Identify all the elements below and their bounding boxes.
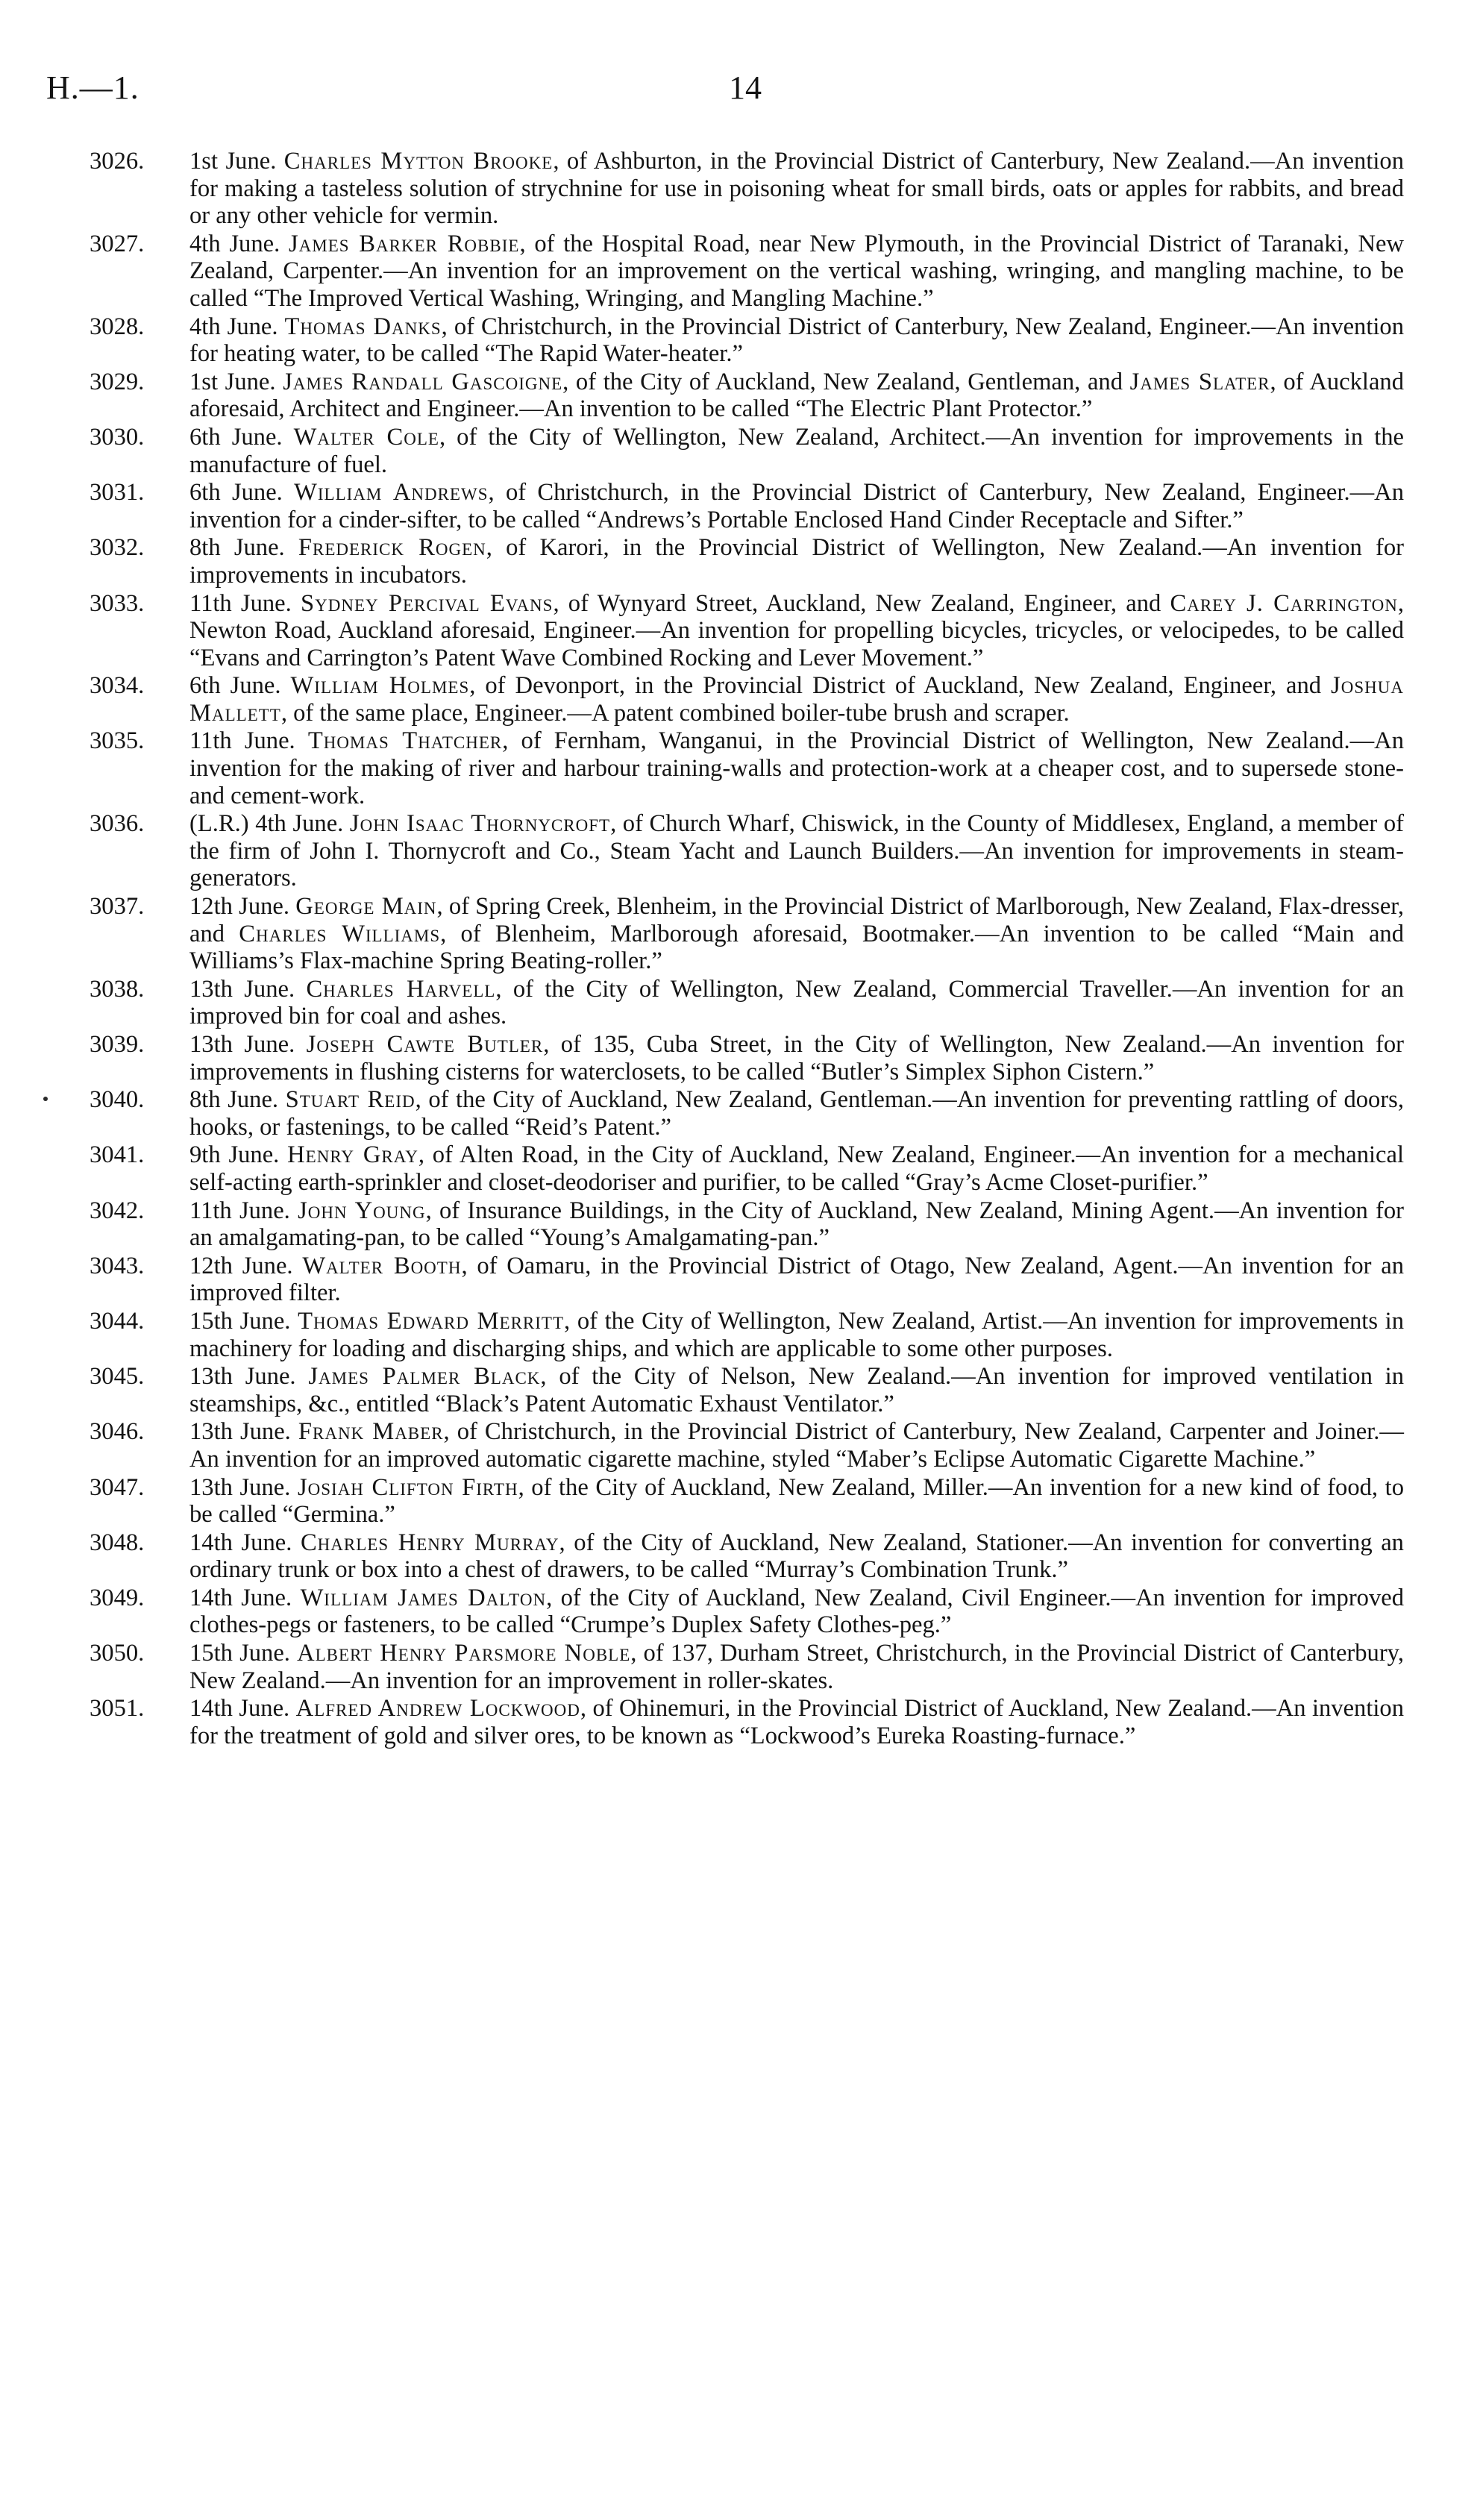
patent-entry (90, 479, 1404, 533)
applicant-name: Sydney Percival Evans (301, 589, 554, 617)
entry-text: , of Fernham, Wanganui, in the Provincial District of Wellington, New Zealand.—An invention for the making of river and harbour training-walls and protection-work at a cheaper cost, and to supersede stone- and cement-work. (189, 727, 1404, 809)
patent-entries-list (90, 148, 1404, 1750)
entry-text: , of Christchurch, in the Provincial District of Canterbury, New Zealand, Engineer.—An invention for heating water, to be called “The Rapid Water-heater.” (189, 313, 1405, 368)
entry-date: 13th June. (189, 1031, 307, 1058)
entry-text: , of 135, Cuba Street, in the City of Wellington, New Zealand.—An invention for improvements in flushing cisterns for waterclosets, to be called “Butler’s Simplex Siphon Cistern.” (189, 1031, 1404, 1085)
entry-number: 3050. (90, 1640, 145, 1667)
entry-number: 3035. (90, 727, 145, 755)
applicant-name: James Barker Robbie (288, 230, 520, 257)
applicant-name: Frank Maber (298, 1418, 444, 1446)
entry-text: , of Christchurch, in the Provincial District of Canterbury, New Zealand, Engineer.—An invention for a cinder-sifter, to be called “Andrews’s Portable Enclosed Hand Cinder Receptacle and Sifter.” (189, 479, 1404, 533)
applicant-name: James Palmer Black (308, 1363, 541, 1391)
entry-text: , of the Hospital Road, near New Plymouth, in the Provincial District of Taranaki, New Zealand, Carpenter.—An invention for an improvement on the vertical washing, wringing, and mangling machine, to be called “The Improved Vertical Washing, Wringing, and Mangling Machine.” (189, 230, 1405, 312)
entry-date: 14th June. (189, 1584, 301, 1611)
applicant-name: Thomas Thatcher (307, 727, 503, 755)
applicant-name: Charles Harvell (306, 975, 496, 1003)
entry-number: 3042. (90, 1197, 145, 1224)
entry-text: , of Alten Road, in the City of Auckland, New Zealand, Engineer.—An invention for a mechanical self-acting earth-sprinkler and closet-deodoriser and purifier, to be called “Gray’s Acme Closet-purifier.” (189, 1141, 1405, 1196)
entry-text: , of Karori, in the Provincial District of Wellington, New Zealand.—An invention for improvements in incubators. (189, 534, 1404, 589)
entry-number: 3031. (90, 479, 145, 507)
entry-number: 3026. (90, 148, 145, 175)
entry-text-continued: , of the same place, Engineer.—A patent combined boiler-tube brush and scraper. (280, 699, 1070, 727)
entry-number: 3047. (90, 1473, 145, 1501)
applicant-name: John Young (298, 1197, 426, 1224)
entry-text-continued: , Newton Road, Auckland aforesaid, Engineer.—An invention for propelling bicycles, tricycles, or velocipedes, to be called “Evans and Carrington’s Patent Wave Combined Rocking and Lever Movement.” (189, 589, 1405, 671)
entry-number: 3036. (90, 810, 145, 838)
patent-entry (90, 590, 1404, 672)
applicant-name: Joseph Cawte Butler (306, 1031, 544, 1058)
entry-number: 3037. (90, 893, 145, 921)
entry-number: 3028. (90, 313, 145, 340)
applicant-name: Stuart Reid (285, 1086, 416, 1114)
entry-number: 3039. (90, 1031, 145, 1058)
entry-text: , of Christchurch, in the Provincial District of Canterbury, New Zealand, Carpenter and Joiner.—An invention for an improved automatic cigarette machine, styled “Maber’s Eclipse Automatic Cigarette Machine.” (189, 1418, 1404, 1473)
entry-number: 3041. (90, 1141, 145, 1169)
entry-date: 9th June. (189, 1141, 288, 1169)
entry-text: , of the City of Auckland, New Zealand, Stationer.—An invention for converting an ordinary trunk or box into a chest of drawers, to be called “Murray’s Combination Trunk.” (189, 1529, 1404, 1584)
applicant-name: Thomas Danks (284, 313, 442, 340)
applicant-name: Charles Mytton Brooke (283, 148, 554, 175)
entry-number: 3032. (90, 534, 145, 562)
entry-date: 14th June. (189, 1695, 296, 1723)
margin-mark (43, 1097, 48, 1101)
entry-text: , of Oamaru, in the Provincial District of Otago, New Zealand, Agent.—An invention for an improved filter. (189, 1252, 1404, 1307)
entry-text: , of Insurance Buildings, in the City of Auckland, New Zealand, Mining Agent.—An invention for an amalgamating-pan, to be called “Young’s Amalgamating-pan.” (189, 1197, 1404, 1252)
entry-number: 3034. (90, 672, 145, 700)
co-applicant-name: James Slater (1129, 368, 1270, 395)
entry-number: 3046. (90, 1418, 145, 1446)
entry-text-continued: , of Auckland aforesaid, Architect and Engineer.—An invention to be called “The Electric Plant Protector.” (189, 368, 1404, 423)
patent-entry (90, 313, 1404, 368)
entry-date: 11th June. (189, 589, 301, 617)
entry-text: , of Devonport, in the Provincial District of Auckland, New Zealand, Engineer, and (469, 672, 1332, 700)
entry-text: , of Ohinemuri, in the Provincial District of Auckland, New Zealand.—An invention for the treatment of gold and silver ores, to be known as “Lockwood’s Eureka Roasting-furnace.” (189, 1695, 1405, 1749)
entry-number: 3027. (90, 230, 145, 257)
patent-entry (90, 1086, 1404, 1141)
entry-text: , of Ashburton, in the Provincial District of Canterbury, New Zealand.—An invention for making a tasteless solution of strychnine for use in poisoning wheat for small birds, oats or apples for rabbits, and bread or any other vehicle for vermin. (189, 148, 1405, 230)
entry-number: 3040. (90, 1086, 145, 1114)
entry-number: 3049. (90, 1584, 145, 1611)
entry-text: , of the City of Auckland, New Zealand, Gentleman.—An invention for preventing rattling of doors, hooks, or fastenings, to be called “Reid’s Patent.” (189, 1086, 1405, 1141)
entry-date: 4th June. (189, 230, 289, 257)
entry-date: 8th June. (189, 1086, 286, 1114)
applicant-name: William Holmes (290, 672, 470, 700)
patent-entry (90, 1529, 1404, 1584)
entry-number: 3044. (90, 1307, 145, 1335)
patent-entry (90, 1640, 1404, 1694)
entry-date: 12th June. (189, 893, 296, 921)
entry-text: , of the City of Auckland, New Zealand, Gentleman, and (562, 368, 1130, 395)
entry-date: 11th June. (189, 1197, 298, 1224)
patent-entry (90, 893, 1404, 975)
page-header (46, 69, 1434, 113)
patent-entry (90, 231, 1404, 313)
applicant-name: John Isaac Thornycroft (349, 810, 611, 838)
entry-date: 14th June. (189, 1529, 301, 1556)
entry-text: , of the City of Wellington, New Zealand, Commercial Traveller.—An invention for an improved bin for coal and ashes. (189, 975, 1405, 1030)
applicant-name: William James Dalton (300, 1584, 547, 1611)
document-reference: H.—1. (46, 69, 139, 106)
entry-text: , of the City of Wellington, New Zealand, Architect.—An invention for improvements in the manufacture of fuel. (189, 423, 1405, 478)
applicant-name: Albert Henry Parsmore Noble (297, 1640, 631, 1667)
patent-entry (90, 672, 1404, 727)
entry-text: , of the City of Wellington, New Zealand, Artist.—An invention for improvements in machinery for loading and discharging ships, and which are applicable to some other purposes. (189, 1307, 1404, 1362)
entry-number: 3051. (90, 1695, 145, 1723)
entry-date: 15th June. (189, 1307, 298, 1335)
patent-entry (90, 534, 1404, 589)
entry-date: 12th June. (189, 1252, 303, 1279)
entry-text: , of Church Wharf, Chiswick, in the County of Middlesex, England, a member of the firm of John I. Thornycroft and Co., Steam Yacht and Launch Builders.—An invention for improvements in steam-generators. (189, 810, 1404, 892)
patent-entry (90, 1197, 1404, 1252)
patent-entry (90, 148, 1404, 230)
entry-date: (L.R.) 4th June. (189, 810, 350, 838)
patent-entry (90, 1474, 1404, 1529)
entry-text: , of Spring Creek, Blenheim, in the Provincial District of Marlborough, New Zealand, Flax-dresser, and (189, 893, 1404, 947)
entry-date: 6th June. (189, 672, 291, 700)
co-applicant-name: Charles Williams (239, 920, 441, 947)
entry-text-continued: , of Blenheim, Marlborough aforesaid, Bootmaker.—An invention to be called “Main and Williams’s Flax-machine Spring Beating-roller.” (189, 920, 1404, 975)
patent-entry (90, 810, 1404, 892)
patent-entry (90, 727, 1404, 809)
applicant-name: Henry Gray (287, 1141, 418, 1169)
entry-number: 3033. (90, 589, 145, 617)
patent-entry (90, 424, 1404, 478)
entry-number: 3030. (90, 423, 145, 451)
entry-date: 6th June. (189, 423, 294, 451)
entry-date: 13th June. (189, 975, 307, 1003)
entry-date: 4th June. (189, 313, 285, 340)
entry-date: 15th June. (189, 1640, 298, 1667)
patent-entry (90, 1031, 1404, 1085)
patent-entry (90, 1253, 1404, 1307)
applicant-name: Frederick Rogen (298, 534, 486, 562)
applicant-name: Walter Cole (293, 423, 439, 451)
patent-entry (90, 1363, 1404, 1417)
applicant-name: James Randall Gascoigne (283, 368, 563, 395)
applicant-name: Josiah Clifton Firth (297, 1473, 518, 1501)
entry-text: , of the City of Auckland, New Zealand, Civil Engineer.—An invention for improved clothes-pegs or fasteners, to be called “Crumpe’s Duplex Safety Clothes-peg.” (189, 1584, 1405, 1639)
entry-date: 6th June. (189, 479, 295, 507)
patent-entry (90, 1585, 1404, 1639)
patent-entry (90, 1308, 1404, 1362)
page-number: 14 (729, 69, 762, 106)
entry-date: 8th June. (189, 534, 298, 562)
patent-entry (90, 1695, 1404, 1749)
applicant-name: William Andrews (294, 479, 489, 507)
entry-number: 3043. (90, 1252, 145, 1279)
applicant-name: Walter Booth (302, 1252, 462, 1279)
entry-number: 3048. (90, 1529, 145, 1556)
entry-date: 13th June. (189, 1473, 298, 1501)
entry-date: 11th June. (189, 727, 308, 755)
applicant-name: Charles Henry Murray (300, 1529, 559, 1556)
applicant-name: George Main (295, 893, 437, 921)
entry-number: 3045. (90, 1363, 145, 1391)
entry-text: , of 137, Durham Street, Christchurch, in the Provincial District of Canterbury, New Zealand.—An invention for an improvement in roller-skates. (189, 1640, 1404, 1694)
co-applicant-name: Joshua Mallett (189, 672, 1404, 727)
patent-entry (90, 369, 1404, 423)
entry-date: 13th June. (189, 1363, 309, 1391)
entry-date: 1st June. (189, 148, 284, 175)
entry-number: 3038. (90, 975, 145, 1003)
applicant-name: Alfred Andrew Lockwood (295, 1695, 580, 1723)
entry-date: 1st June. (189, 368, 283, 395)
patent-entry (90, 1141, 1404, 1196)
entry-number: 3029. (90, 368, 145, 395)
entry-text: , of the City of Nelson, New Zealand.—An invention for improved ventilation in steamships, &c., entitled “Black’s Patent Automatic Exhaust Ventilator.” (189, 1363, 1404, 1417)
co-applicant-name: Carey J. Carrington (1170, 589, 1398, 617)
entry-text: , of Wynyard Street, Auckland, New Zealand, Engineer, and (553, 589, 1170, 617)
patent-entry (90, 1418, 1404, 1473)
patent-entry (90, 976, 1404, 1030)
entry-text: , of the City of Auckland, New Zealand, Miller.—An invention for a new kind of food, to be called “Germina.” (189, 1473, 1404, 1529)
entry-date: 13th June. (189, 1418, 298, 1446)
applicant-name: Thomas Edward Merritt (298, 1307, 565, 1335)
